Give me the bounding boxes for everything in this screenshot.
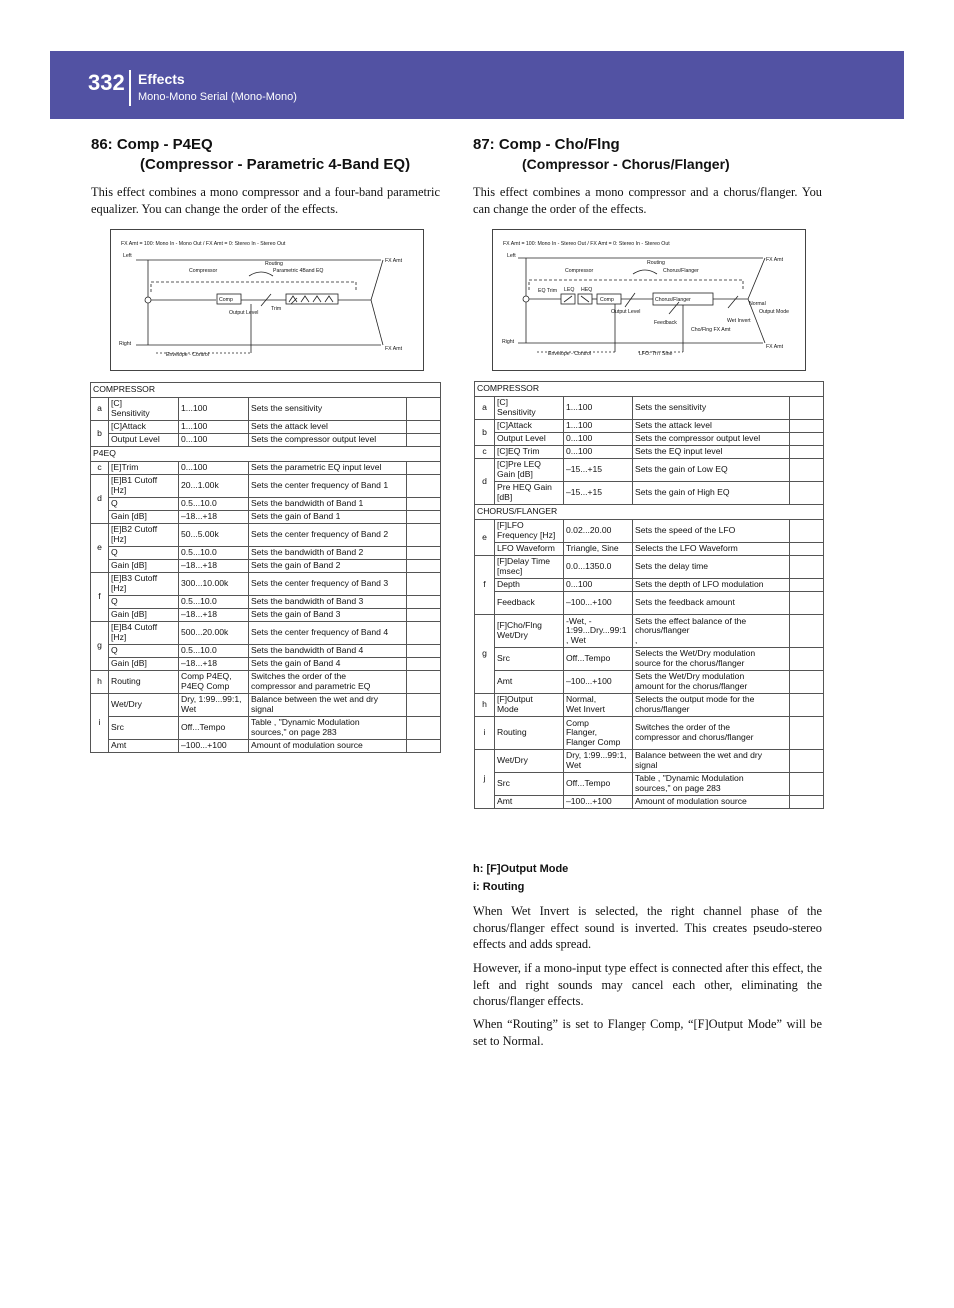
param-extra-cell [790,459,824,482]
param-extra-cell [790,796,824,809]
diagram-87-right-label: Right [502,339,515,345]
param-extra-cell [407,547,441,560]
param-name-cell: Q [109,645,179,658]
param-name-cell: Routing [495,717,564,750]
param-desc-cell: Sets the attack level [633,420,790,433]
param-letter-cell: c [91,462,109,475]
note-paragraph-1: When Wet Invert is selected, the right channel phase of the chorus/flanger effect sound is inverted. This creates pseudo-stereo effects and adds spread. [473,904,822,951]
diagram-86-left-label: Left [123,253,132,259]
param-extra-cell [790,420,824,433]
param-extra-cell [407,421,441,434]
param-desc-cell: Selects the Wet/Dry modulation source for the chorus/flanger [633,648,790,671]
param-name-cell: [E]B1 Cutoff [Hz] [109,475,179,498]
param-desc-cell: Sets the gain of Band 3 [249,609,407,622]
param-extra-cell [790,648,824,671]
diagram-86-p4eq: Parametric 4Band EQ [273,268,324,274]
param-letter-cell: g [475,615,495,694]
param-name-cell: Wet/Dry [109,694,179,717]
diagram-87-eq-trim: EQ Trim [538,288,558,294]
param-extra-cell [790,750,824,773]
param-desc-cell: Sets the effect balance of the chorus/flanger , [633,615,790,648]
section-row [91,383,441,398]
header-divider [129,70,131,106]
header-title: Effects [138,71,185,87]
section-label: COMPRESSOR [475,382,824,397]
param-name-cell: [E]B4 Cutoff [Hz] [109,622,179,645]
param-desc-cell: Switches the order of the compressor and parametric EQ [249,671,407,694]
diagram-86-output-level: Output Level [229,310,259,316]
diagram-87-leq: LEQ [564,287,575,293]
param-desc-cell: Table , "Dynamic Modulation sources," on page 283 [633,773,790,796]
note-paragraph-2: However, if a mono-input type effect is connected after this effect, the left and right sounds may cancel each other, eliminating the chorus/flanger effects. [473,961,822,1008]
table-row [91,671,441,694]
param-letter-cell: d [475,459,495,505]
param-range-cell: 1...100 [179,421,249,434]
param-name-cell: Src [109,717,179,740]
table-row [91,421,441,434]
table-row [91,475,441,498]
section-title-87: 87: Comp - Cho/Flng [473,136,620,153]
param-range-cell: –100...+100 [564,592,633,615]
param-letter-cell: h [91,671,109,694]
param-desc-cell: Sets the compressor output level [249,434,407,447]
diagram-87-output-level: Output Level [611,309,641,315]
param-range-cell: –15...+15 [564,459,633,482]
param-table-86 [90,382,441,753]
param-name-cell: Src [495,773,564,796]
param-name-cell: [F]Cho/Flng Wet/Dry [495,615,564,648]
table-row [475,717,824,750]
param-letter-cell: f [91,573,109,622]
param-letter-cell: e [475,520,495,556]
param-desc-cell: Sets the bandwidth of Band 3 [249,596,407,609]
param-desc-cell: Sets the bandwidth of Band 2 [249,547,407,560]
param-letter-cell: j [475,750,495,809]
param-range-cell: 1...100 [564,397,633,420]
table-row [475,459,824,482]
block-diagram-86 [110,229,424,371]
param-desc-cell: Sets the parametric EQ input level [249,462,407,475]
table-row [475,433,824,446]
diagram-86-fxamt-top: FX Amt [385,258,403,264]
param-range-cell: –18...+18 [179,511,249,524]
param-extra-cell [407,645,441,658]
param-name-cell: Q [109,498,179,511]
param-range-cell: 0...100 [564,433,633,446]
param-letter-cell: g [91,622,109,671]
diagram-86-routing: Routing [265,261,283,267]
param-letter-cell: a [91,398,109,421]
param-range-cell: –100...+100 [564,796,633,809]
table-row [475,796,824,809]
table-row [91,434,441,447]
param-desc-cell: Sets the sensitivity [249,398,407,421]
header-subtitle: Mono-Mono Serial (Mono-Mono) [138,91,297,103]
param-name-cell: Depth [495,579,564,592]
param-range-cell: Off...Tempo [564,773,633,796]
param-range-cell: –18...+18 [179,560,249,573]
param-name-cell: [F]Output Mode [495,694,564,717]
intro-86: This effect combines a mono compressor and a four-band parametric equalizer. You can change the order of the effects. [91,185,440,216]
param-extra-cell [790,671,824,694]
table-row [91,658,441,671]
param-extra-cell [790,694,824,717]
param-range-cell: Off...Tempo [564,648,633,671]
param-range-cell: 0...100 [179,462,249,475]
table-row [91,717,441,740]
section-row [91,447,441,462]
table-row [475,671,824,694]
param-extra-cell [790,482,824,505]
param-extra-cell [790,773,824,796]
diagram-86-caption: FX Amt = 100: Mono In - Mono Out / FX Amt = 0: Stereo In - Stereo Out [121,241,286,247]
table-row [91,609,441,622]
param-range-cell: 1...100 [179,398,249,421]
diagram-86-fxamt-bottom: FX Amt [385,346,403,352]
table-row [475,543,824,556]
section-label: CHORUS/FLANGER [475,505,824,520]
param-letter-cell: c [475,446,495,459]
param-desc-cell: Sets the attack level [249,421,407,434]
param-name-cell: Gain [dB] [109,658,179,671]
param-name-cell: Amt [495,671,564,694]
param-extra-cell [407,671,441,694]
param-desc-cell: Sets the gain of High EQ [633,482,790,505]
diagram-87-fxamt-top: FX Amt [766,257,784,263]
param-extra-cell [407,475,441,498]
param-extra-cell [790,446,824,459]
param-range-cell: 1...100 [564,420,633,433]
param-desc-cell: Sets the sensitivity [633,397,790,420]
param-extra-cell [407,462,441,475]
param-desc-cell: Switches the order of the compressor and chorus/flanger [633,717,790,750]
param-range-cell: Comp P4EQ, P4EQ Comp [179,671,249,694]
param-range-cell: 0.5...10.0 [179,596,249,609]
table-row [475,592,824,615]
table-row [475,397,824,420]
param-extra-cell [790,579,824,592]
param-name-cell: [C]EQ Trim [495,446,564,459]
param-extra-cell [790,520,824,543]
table-row [475,579,824,592]
param-name-cell: Gain [dB] [109,511,179,524]
param-extra-cell [407,560,441,573]
diagram-87-envelope: Envelope - Control [548,351,591,357]
diagram-87-normal: Normal [749,301,766,307]
table-row [91,694,441,717]
param-name-cell: LFO Waveform [495,543,564,556]
param-letter-cell: i [475,717,495,750]
param-extra-cell [407,511,441,524]
param-desc-cell: Sets the center frequency of Band 1 [249,475,407,498]
param-extra-cell [407,524,441,547]
param-letter-cell: e [91,524,109,573]
diagram-86-compressor: Compressor [189,268,218,274]
diagram-87-caption: FX Amt = 100: Mono In - Stereo Out / FX Amt = 0: Stereo In - Stereo Out [503,241,670,247]
param-name-cell: Wet/Dry [495,750,564,773]
table-row [475,556,824,579]
param-name-cell: [E]B3 Cutoff [Hz] [109,573,179,596]
param-desc-cell: Amount of modulation source [633,796,790,809]
table-row [91,462,441,475]
diagram-87-wet-invert: Wet Invert [727,318,751,324]
param-desc-cell: Sets the depth of LFO modulation [633,579,790,592]
param-name-cell: Gain [dB] [109,609,179,622]
param-desc-cell: Sets the gain of Band 1 [249,511,407,524]
param-extra-cell [790,543,824,556]
param-extra-cell [790,592,824,615]
section-subtitle-87: (Compressor - Chorus/Flanger) [522,156,730,172]
param-extra-cell [407,398,441,421]
diagram-87-routing: Routing [647,260,665,266]
param-range-cell: 0.0...1350.0 [564,556,633,579]
param-name-cell: Amt [495,796,564,809]
param-desc-cell: Sets the speed of the LFO [633,520,790,543]
param-desc-cell: Sets the center frequency of Band 2 [249,524,407,547]
param-name-cell: [C] Sensitivity [109,398,179,421]
param-name-cell: Output Level [109,434,179,447]
param-letter-cell: b [91,421,109,447]
table-row [91,398,441,421]
table-row [91,622,441,645]
diagram-87-output-mode: Output Mode [759,309,789,315]
table-row [475,446,824,459]
param-range-cell: 0...100 [179,434,249,447]
param-desc-cell: Amount of modulation source [249,740,407,753]
param-name-cell: Amt [109,740,179,753]
param-name-cell: Src [495,648,564,671]
param-name-cell: Output Level [495,433,564,446]
table-row [475,520,824,543]
diagram-87-feedback: Feedback [654,320,677,326]
param-extra-cell [407,573,441,596]
param-extra-cell [407,622,441,645]
page-number: 332 [88,70,125,95]
param-range-cell: 0.5...10.0 [179,645,249,658]
table-row [475,773,824,796]
param-desc-cell: Sets the bandwidth of Band 1 [249,498,407,511]
param-extra-cell [790,433,824,446]
param-name-cell: [C]Attack [109,421,179,434]
table-row [475,648,824,671]
param-table-87 [474,381,824,809]
param-extra-cell [407,498,441,511]
table-row [475,420,824,433]
param-range-cell: Off...Tempo [179,717,249,740]
param-range-cell: –18...+18 [179,658,249,671]
param-name-cell: Pre HEQ Gain [dB] [495,482,564,505]
param-range-cell: Comp Flanger, Flanger Comp [564,717,633,750]
param-extra-cell [407,609,441,622]
diagram-87-left-label: Left [507,253,516,259]
param-extra-cell [407,717,441,740]
table-row [91,596,441,609]
param-desc-cell: Sets the feedback amount [633,592,790,615]
param-desc-cell: Selects the output mode for the chorus/flanger [633,694,790,717]
param-name-cell: [C] Sensitivity [495,397,564,420]
param-name-cell: [C]Attack [495,420,564,433]
param-name-cell: Feedback [495,592,564,615]
diagram-87-svg [493,230,805,370]
section-label: COMPRESSOR [91,383,441,398]
diagram-87-chorus-flanger: Chorus/Flanger [663,268,699,274]
section-row [475,382,824,397]
param-name-cell: Gain [dB] [109,560,179,573]
param-name-cell: Q [109,596,179,609]
param-name-cell: Q [109,547,179,560]
table-row [91,740,441,753]
param-range-cell: 0.02...20.00 [564,520,633,543]
table-row [91,645,441,658]
param-extra-cell [790,397,824,420]
param-desc-cell: Sets the gain of Low EQ [633,459,790,482]
param-range-cell: Normal, Wet Invert [564,694,633,717]
table-row [91,511,441,524]
param-name-cell: [C]Pre LEQ Gain [dB] [495,459,564,482]
param-range-cell: Triangle, Sine [564,543,633,556]
param-range-cell: Dry, 1:99...99:1, Wet [179,694,249,717]
param-range-cell: 0.5...10.0 [179,498,249,511]
note-paragraph-3: When “Routing” is set to Flangeŗ Comp, “[F]Output Mode” will be set to Normal. [473,1017,822,1048]
param-range-cell: –100...+100 [179,740,249,753]
param-letter-cell: b [475,420,495,446]
diagram-86-comp-box: Comp [219,297,233,303]
diagram-87-heq: HEQ [581,287,593,293]
param-range-cell: 0...100 [564,579,633,592]
param-desc-cell: Balance between the wet and dry signal [633,750,790,773]
param-extra-cell [790,717,824,750]
param-name-cell: Routing [109,671,179,694]
param-desc-cell: Sets the Wet/Dry modulation amount for the chorus/flanger [633,671,790,694]
param-desc-cell: Table , "Dynamic Modulation sources," on page 283 [249,717,407,740]
param-range-cell: 20...1.00k [179,475,249,498]
param-range-cell: 300...10.00k [179,573,249,596]
table-row [475,482,824,505]
section-title-86: 86: Comp - P4EQ [91,136,213,153]
param-desc-cell: Sets the delay time [633,556,790,579]
block-diagram-87 [492,229,806,371]
param-name-cell: [F]LFO Frequency [Hz] [495,520,564,543]
diagram-86-trim: Trim [271,306,282,312]
param-extra-cell [407,694,441,717]
param-extra-cell [407,434,441,447]
param-range-cell: 0...100 [564,446,633,459]
param-extra-cell [790,615,824,648]
diagram-86-envelope: Envelope - Control [166,352,209,358]
note-head-output-mode: h: [F]Output Mode [473,863,569,875]
section-row [475,505,824,520]
intro-87: This effect combines a mono compressor and a chorus/flanger. You can change the order of the effects. [473,185,822,216]
table-row [91,498,441,511]
table-row [475,750,824,773]
diagram-87-cf-box: Chorus/Flanger [655,297,691,303]
param-extra-cell [407,596,441,609]
table-row [91,560,441,573]
table-row [91,547,441,560]
param-name-cell: [E]B2 Cutoff [Hz] [109,524,179,547]
param-range-cell: -Wet, - 1:99...Dry...99:1 , Wet [564,615,633,648]
param-name-cell: [E]Trim [109,462,179,475]
section-label: P4EQ [91,447,441,462]
note-head-routing: i: Routing [473,881,525,893]
param-extra-cell [790,556,824,579]
param-desc-cell: Sets the EQ input level [633,446,790,459]
table-row [91,573,441,596]
param-extra-cell [407,740,441,753]
param-letter-cell: f [475,556,495,615]
param-range-cell: –15...+15 [564,482,633,505]
param-desc-cell: Sets the bandwidth of Band 4 [249,645,407,658]
param-desc-cell: Sets the gain of Band 2 [249,560,407,573]
param-range-cell: 50...5.00k [179,524,249,547]
param-desc-cell: Sets the compressor output level [633,433,790,446]
table-row [91,524,441,547]
param-letter-cell: i [91,694,109,753]
param-letter-cell: a [475,397,495,420]
param-range-cell: 0.5...10.0 [179,547,249,560]
param-letter-cell: h [475,694,495,717]
table-row [475,615,824,648]
param-name-cell: [F]Delay Time [msec] [495,556,564,579]
table-row [475,694,824,717]
param-range-cell: –100...+100 [564,671,633,694]
param-desc-cell: Sets the center frequency of Band 4 [249,622,407,645]
diagram-87-lfo: LFO: Tri / Sine [639,351,673,357]
section-subtitle-86: (Compressor - Parametric 4-Band EQ) [140,156,411,173]
param-range-cell: 500...20.00k [179,622,249,645]
param-range-cell: –18...+18 [179,609,249,622]
param-desc-cell: Selects the LFO Waveform [633,543,790,556]
param-extra-cell [407,658,441,671]
param-desc-cell: Sets the gain of Band 4 [249,658,407,671]
param-range-cell: Dry, 1:99...99:1, Wet [564,750,633,773]
diagram-86-svg [111,230,423,370]
diagram-87-cf-fx-amt: Cho/Flng FX Amt [691,327,731,333]
param-desc-cell: Balance between the wet and dry signal [249,694,407,717]
diagram-87-comp-box: Comp [600,297,614,303]
diagram-87-compressor: Compressor [565,268,594,274]
diagram-87-fxamt-bottom: FX Amt [766,344,784,350]
param-letter-cell: d [91,475,109,524]
diagram-86-right-label: Right [119,341,132,347]
param-desc-cell: Sets the center frequency of Band 3 [249,573,407,596]
